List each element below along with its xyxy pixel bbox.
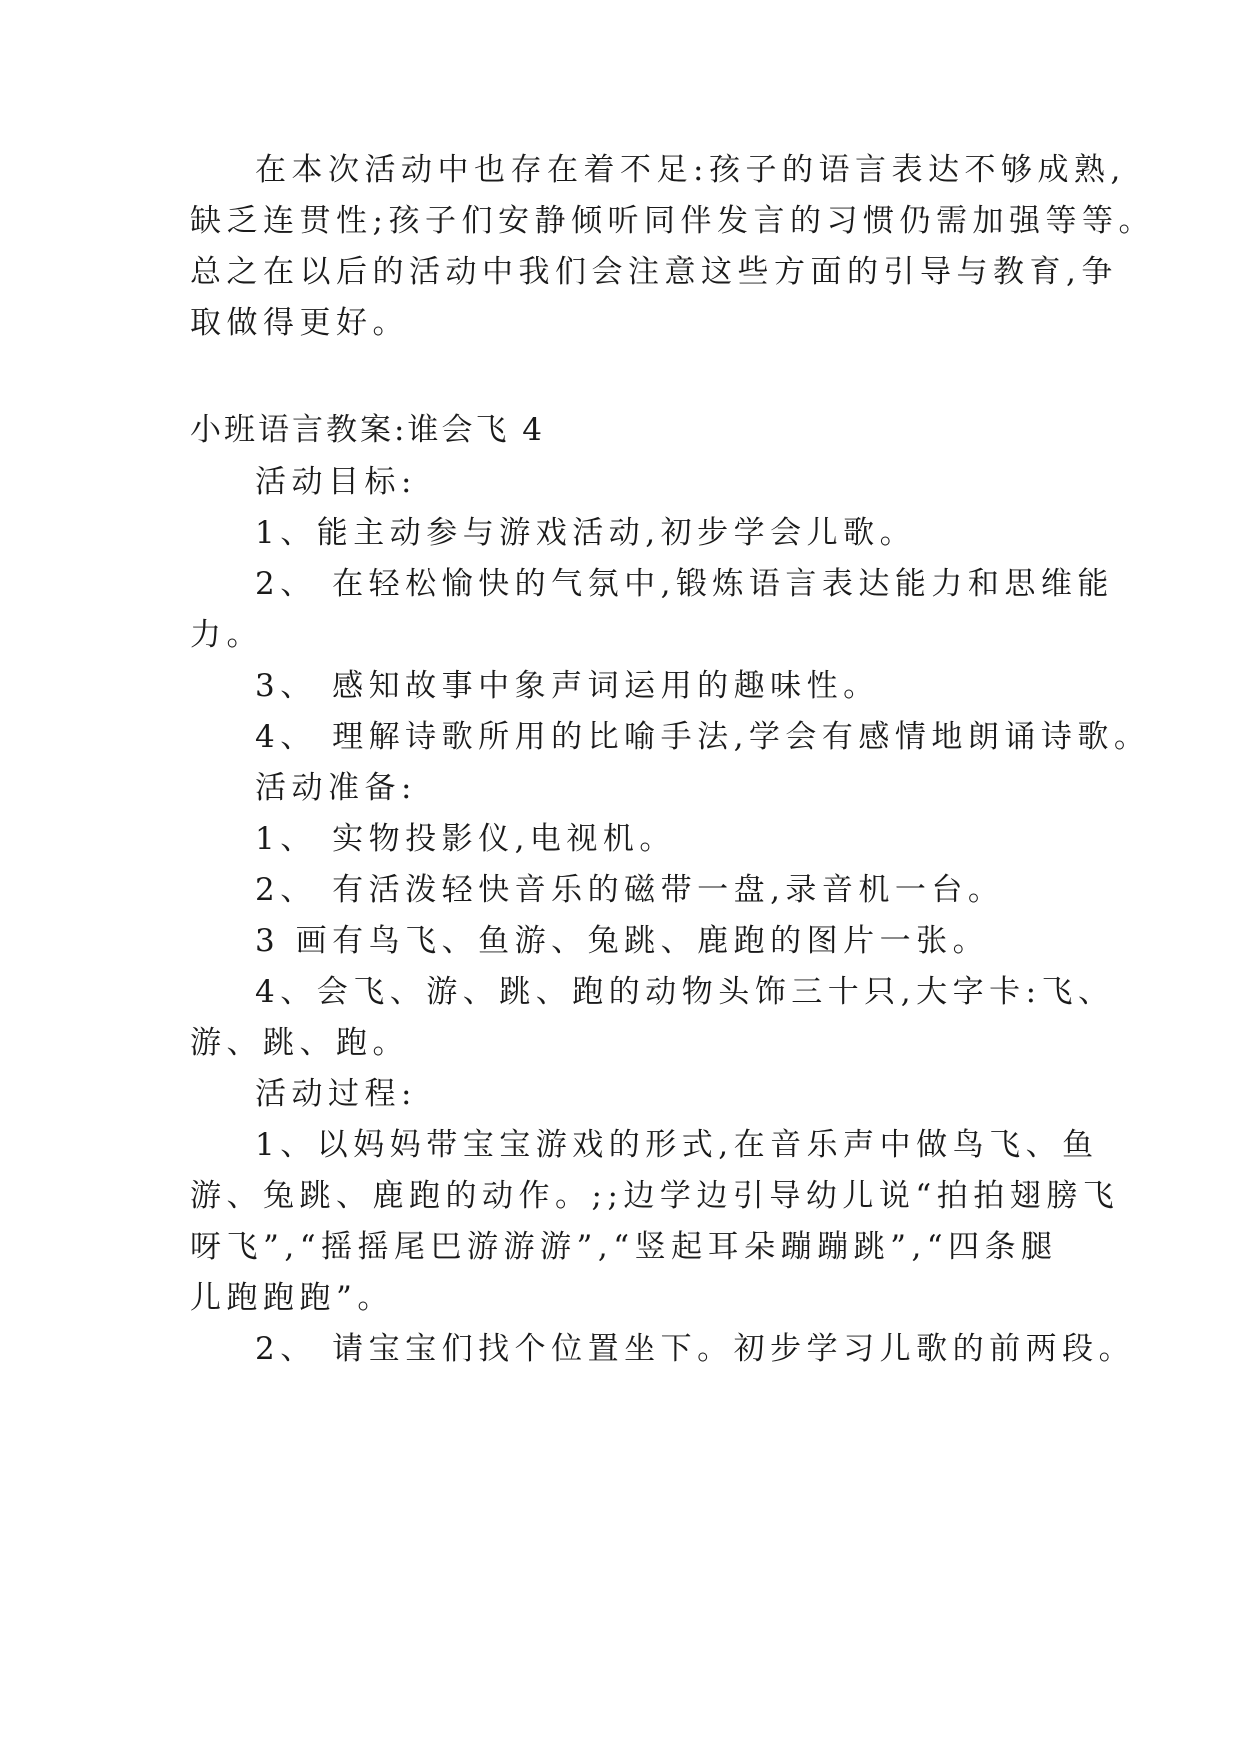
goals-heading: 活动目标: [255, 464, 417, 500]
section-title: 小班语言教案:谁会飞 4 [190, 412, 546, 448]
intro-line-1: 在本次活动中也存在着不足:孩子的语言表达不够成熟, [255, 152, 1126, 188]
goals-item-1: 1、能主动参与游戏活动,初步学会儿歌。 [255, 515, 917, 551]
process-item-1-line-4: 儿跑跑跑”。 [190, 1280, 394, 1316]
intro-line-2: 缺乏连贯性;孩子们安静倾听同伴发言的习惯仍需加强等等。 [190, 203, 1155, 239]
process-item-2: 2、 请宝宝们找个位置坐下。初步学习儿歌的前两段。 [255, 1331, 1136, 1367]
prep-item-4-line-2: 游、跳、跑。 [190, 1025, 409, 1061]
prep-heading: 活动准备: [255, 770, 417, 806]
prep-item-3: 3 画有鸟飞、鱼游、兔跳、鹿跑的图片一张。 [255, 923, 990, 959]
process-item-1-line-2: 游、兔跳、鹿跑的动作。;;边学边引导幼儿说“拍拍翅膀飞 [190, 1178, 1120, 1214]
goals-item-3: 3、 感知故事中象声词运用的趣味性。 [255, 668, 880, 704]
prep-item-1: 1、 实物投影仪,电视机。 [255, 821, 676, 857]
process-heading: 活动过程: [255, 1076, 417, 1112]
intro-line-4: 取做得更好。 [190, 305, 409, 341]
goals-item-2-line-2: 力。 [190, 617, 263, 653]
intro-line-3: 总之在以后的活动中我们会注意这些方面的引导与教育,争 [190, 254, 1118, 290]
process-item-1-line-1: 1、以妈妈带宝宝游戏的形式,在音乐声中做鸟飞、鱼 [255, 1127, 1099, 1163]
goals-item-4: 4、 理解诗歌所用的比喻手法,学会有感情地朗诵诗歌。 [255, 719, 1151, 755]
process-item-1-line-3: 呀飞”,“摇摇尾巴游游游”,“竖起耳朵蹦蹦跳”,“四条腿 [190, 1229, 1058, 1265]
prep-item-4-line-1: 4、会飞、游、跳、跑的动物头饰三十只,大字卡:飞、 [255, 974, 1115, 1010]
goals-item-2-line-1: 2、 在轻松愉快的气氛中,锻炼语言表达能力和思维能 [255, 566, 1114, 602]
prep-item-2: 2、 有活泼轻快音乐的磁带一盘,录音机一台。 [255, 872, 1005, 908]
